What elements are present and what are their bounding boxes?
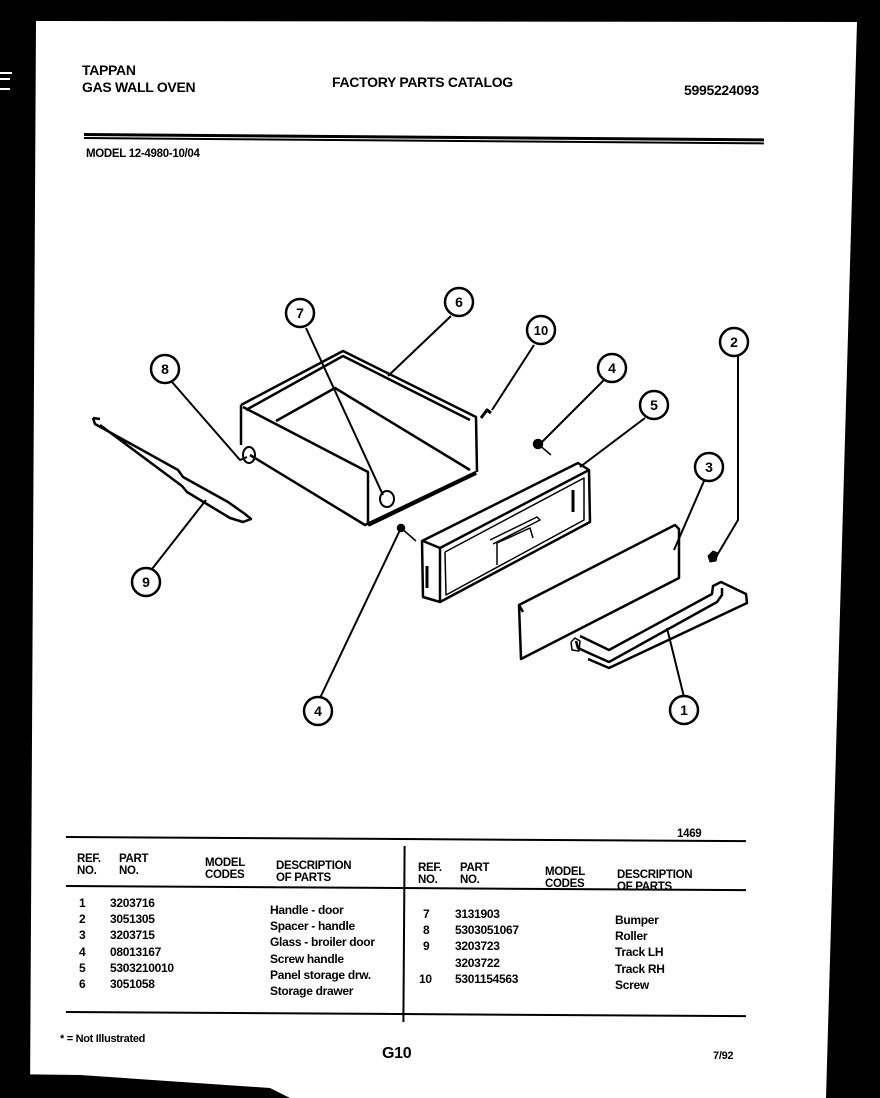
table-cell: Glass - broiler door: [270, 935, 375, 950]
svg-text:2: 2: [730, 334, 738, 350]
table-cell: Roller: [615, 929, 648, 944]
table-cell: 3203723: [455, 939, 500, 954]
table-cell: Spacer - handle: [270, 919, 355, 934]
right-description-column: [615, 912, 665, 993]
svg-text:1: 1: [680, 702, 688, 718]
svg-text:8: 8: [161, 361, 169, 377]
callout-2: [720, 328, 748, 356]
svg-text:7: 7: [296, 305, 304, 321]
table-cell: 3051058: [110, 976, 155, 991]
svg-text:10: 10: [533, 323, 549, 338]
svg-text:3: 3: [705, 459, 713, 475]
table-cell: 7: [423, 907, 430, 921]
model-number: MODEL 12-4980-10/04: [86, 148, 200, 160]
header-ref-no: REF. NO.: [77, 853, 101, 877]
table-cell: 3203715: [110, 928, 155, 943]
table-cell: 5303210010: [110, 960, 174, 975]
callout-9: [132, 568, 160, 596]
header-model-codes: MODEL CODES: [205, 857, 246, 881]
table-cell: 08013167: [110, 944, 161, 959]
header-ref-no-right: REF. NO.: [418, 862, 442, 886]
table-cell: [419, 955, 439, 971]
table-cell: 3051305: [110, 912, 155, 927]
catalog-number: 5995224093: [684, 82, 759, 98]
table-cell: Panel storage drw.: [270, 967, 371, 982]
table-cell: 5301154563: [455, 971, 519, 986]
catalog-title: FACTORY PARTS CATALOG: [332, 74, 513, 90]
table-cell: 9: [423, 939, 430, 954]
table-cell: 5: [79, 960, 86, 975]
table-cell: 5303051067: [455, 923, 519, 938]
left-description-column: [270, 902, 375, 999]
revision-date: 7/92: [713, 1050, 734, 1062]
table-cell: 3203716: [110, 896, 155, 910]
table-cell: 8: [423, 923, 430, 938]
table-cell: Bumper: [615, 913, 659, 927]
callout-4a: [598, 354, 626, 382]
callout-7: [286, 299, 314, 327]
callout-4b: [304, 697, 332, 725]
svg-text:9: 9: [142, 574, 150, 590]
product-name: GAS WALL OVEN: [82, 79, 196, 95]
callout-1: [670, 696, 698, 724]
table-cell: Screw: [615, 977, 649, 992]
header-part-no: PART NO.: [119, 853, 149, 877]
page-number: G10: [382, 1045, 412, 1062]
table-cell: 4: [79, 944, 86, 959]
left-ref-column: [79, 895, 85, 992]
table-cell: 3131903: [455, 907, 500, 921]
brand-name: TAPPAN: [82, 62, 136, 78]
header-part-no-right: PART NO.: [460, 862, 490, 886]
header-description-right: DESCRIPTION OF PARTS: [617, 869, 693, 893]
svg-text:5: 5: [650, 397, 658, 413]
right-ref-column: [419, 906, 439, 987]
right-part-column: [455, 906, 519, 987]
table-cell: Handle - door: [270, 903, 344, 917]
table-cell: 3203722: [455, 955, 500, 970]
table-cell: Storage drawer: [270, 983, 354, 998]
callout-6: [445, 288, 473, 316]
svg-text:6: 6: [455, 294, 463, 310]
svg-text:4: 4: [608, 360, 616, 376]
table-cell: 6: [79, 976, 86, 991]
left-part-column: [110, 895, 174, 992]
callout-10: [527, 316, 555, 344]
callout-8: [151, 355, 179, 383]
table-cell: 3: [79, 928, 86, 943]
table-cell: 2: [79, 912, 86, 927]
table-cell: Track LH: [615, 945, 664, 960]
svg-text:4: 4: [314, 703, 322, 719]
table-cell: 10: [419, 971, 432, 986]
callout-3: [695, 453, 723, 481]
table-cell: 1: [79, 896, 86, 910]
figure-number: 1469: [677, 828, 702, 840]
callout-5: [640, 391, 668, 419]
header-description: DESCRIPTION OF PARTS: [276, 860, 352, 884]
table-cell: Screw handle: [270, 951, 344, 966]
not-illustrated-note: * = Not Illustrated: [60, 1033, 146, 1045]
header-model-codes-right: MODEL CODES: [545, 866, 586, 890]
table-cell: Track RH: [615, 961, 665, 976]
